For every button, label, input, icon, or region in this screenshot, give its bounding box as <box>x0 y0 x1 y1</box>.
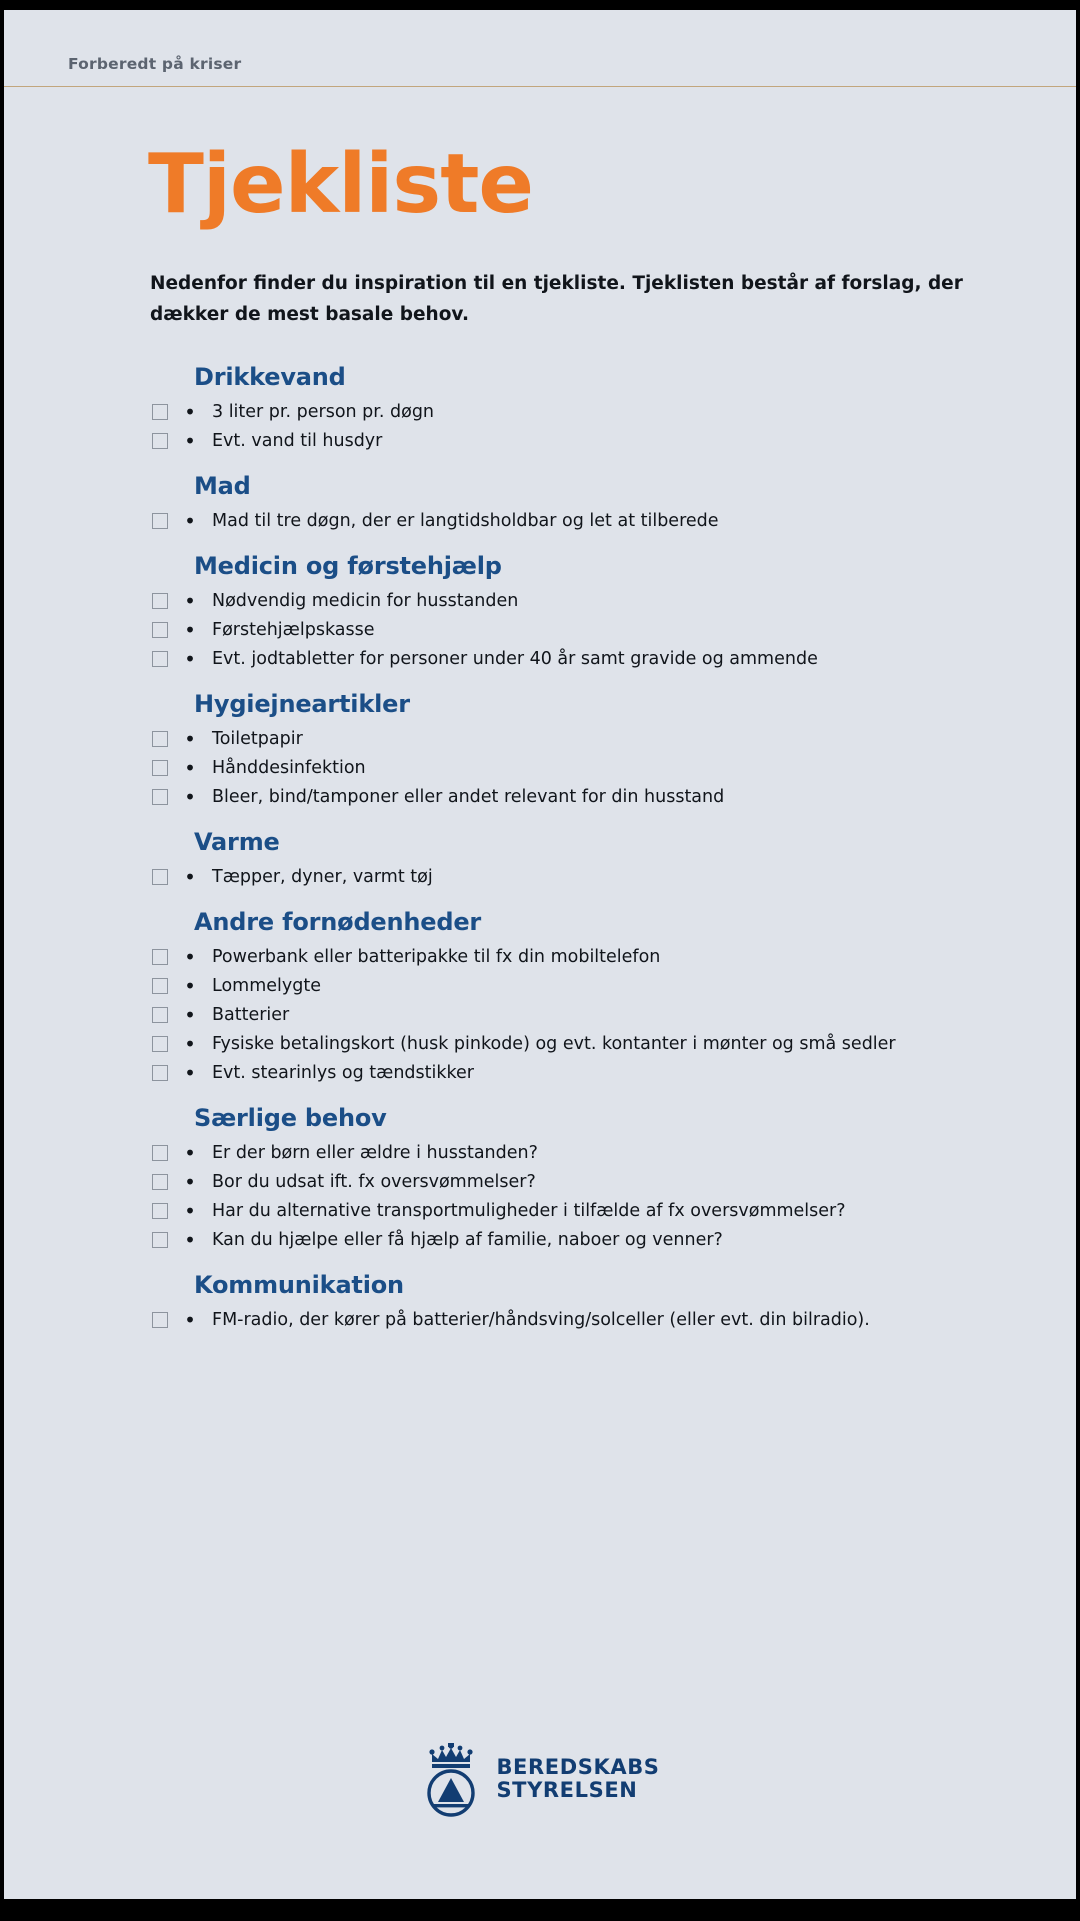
checklist-item[interactable] <box>150 506 1070 535</box>
checklist-item[interactable] <box>150 1196 1070 1225</box>
item-checkbox[interactable] <box>152 1312 168 1328</box>
intro-paragraph: Nedenfor finder du inspiration til en tjekliste. Tjeklisten består af forslag, der dækker de mest basale behov. <box>150 273 963 325</box>
checklist-item[interactable] <box>150 862 1070 891</box>
item-checkbox[interactable] <box>152 869 168 885</box>
item-label: FM-radio, der kører på batterier/håndsving/solceller (eller evt. din bilradio). <box>212 1309 870 1330</box>
document-header <box>4 10 1076 87</box>
checklist-item[interactable] <box>150 971 1070 1000</box>
checklist-section <box>150 549 1070 673</box>
section-heading: Hygiejneartikler <box>194 690 410 718</box>
item-checkbox[interactable] <box>152 789 168 805</box>
checklist-item[interactable] <box>150 1058 1070 1087</box>
item-label: Bleer, bind/tamponer eller andet relevant for din husstand <box>212 786 725 807</box>
bullet-icon: • <box>184 864 196 889</box>
item-label: 3 liter pr. person pr. døgn <box>212 401 435 422</box>
checklist-item[interactable] <box>150 644 1070 673</box>
item-checkbox[interactable] <box>152 1065 168 1081</box>
section-heading: Andre fornødenheder <box>194 908 482 936</box>
checklist-item[interactable] <box>150 1225 1070 1254</box>
item-checkbox[interactable] <box>152 760 168 776</box>
checklist-item[interactable] <box>150 782 1070 811</box>
bullet-icon: • <box>184 1002 196 1027</box>
bullet-icon: • <box>184 1140 196 1165</box>
item-label: Bor du udsat ift. fx oversvømmelser? <box>212 1171 536 1192</box>
beredskabsstyrelsen-crown-emblem <box>420 1740 482 1818</box>
item-label: Evt. vand til husdyr <box>212 430 383 451</box>
item-checkbox[interactable] <box>152 1232 168 1248</box>
logo-wordmark <box>496 1756 659 1802</box>
bullet-icon: • <box>184 726 196 751</box>
logo-line-1: BEREDSKABS <box>496 1755 660 1779</box>
checklist-item[interactable] <box>150 724 1070 753</box>
page-title: Tjekliste <box>148 137 534 232</box>
item-label: Nødvendig medicin for husstanden <box>212 590 519 611</box>
item-checkbox[interactable] <box>152 622 168 638</box>
checklist-sections <box>150 360 1070 1346</box>
bullet-icon: • <box>184 1198 196 1223</box>
bullet-icon: • <box>184 1031 196 1056</box>
item-label: Hånddesinfektion <box>212 757 366 778</box>
section-heading: Varme <box>194 828 280 856</box>
item-checkbox[interactable] <box>152 404 168 420</box>
item-label: Fysiske betalingskort (husk pinkode) og evt. kontanter i mønter og små sedler <box>212 1033 896 1054</box>
checklist-item[interactable] <box>150 1029 1070 1058</box>
bullet-icon: • <box>184 399 196 424</box>
bullet-icon: • <box>184 1169 196 1194</box>
item-label: Toiletpapir <box>212 728 303 749</box>
screen-bottom-bar <box>0 1899 1080 1921</box>
item-checkbox[interactable] <box>152 949 168 965</box>
bullet-icon: • <box>184 428 196 453</box>
page-right-edge <box>1076 10 1080 1899</box>
item-label: Powerbank eller batteripakke til fx din mobiltelefon <box>212 946 661 967</box>
checklist-section <box>150 825 1070 891</box>
section-heading: Mad <box>194 472 251 500</box>
bullet-icon: • <box>184 944 196 969</box>
header-label: Forberedt på kriser <box>68 55 242 73</box>
bullet-icon: • <box>184 588 196 613</box>
checklist-section <box>150 1101 1070 1254</box>
item-label: Mad til tre døgn, der er langtidsholdbar og let at tilberede <box>212 510 719 531</box>
bullet-icon: • <box>184 755 196 780</box>
item-label: Evt. stearinlys og tændstikker <box>212 1062 474 1083</box>
page-left-edge <box>0 10 4 1899</box>
checklist-item[interactable] <box>150 1000 1070 1029</box>
item-checkbox[interactable] <box>152 731 168 747</box>
item-label: Har du alternative transportmuligheder i tilfælde af fx oversvømmelser? <box>212 1200 846 1221</box>
checklist-item[interactable] <box>150 942 1070 971</box>
checklist-item[interactable] <box>150 426 1070 455</box>
item-checkbox[interactable] <box>152 1145 168 1161</box>
bullet-icon: • <box>184 784 196 809</box>
checklist-section <box>150 1268 1070 1334</box>
checklist-item[interactable] <box>150 1305 1070 1334</box>
checklist-item[interactable] <box>150 615 1070 644</box>
item-checkbox[interactable] <box>152 651 168 667</box>
bullet-icon: • <box>184 1307 196 1332</box>
bullet-icon: • <box>184 973 196 998</box>
checklist-section <box>150 905 1070 1087</box>
item-checkbox[interactable] <box>152 1203 168 1219</box>
checklist-item[interactable] <box>150 397 1070 426</box>
item-label: Er der børn eller ældre i husstanden? <box>212 1142 538 1163</box>
item-checkbox[interactable] <box>152 1007 168 1023</box>
item-label: Evt. jodtabletter for personer under 40 år samt gravide og ammende <box>212 648 818 669</box>
footer-logo <box>0 1740 1080 1818</box>
item-label: Tæpper, dyner, varmt tøj <box>212 866 433 887</box>
bullet-icon: • <box>184 646 196 671</box>
item-checkbox[interactable] <box>152 593 168 609</box>
bullet-icon: • <box>184 508 196 533</box>
checklist-section <box>150 687 1070 811</box>
screen-top-bar <box>0 0 1080 10</box>
item-checkbox[interactable] <box>152 1174 168 1190</box>
checklist-section <box>150 469 1070 535</box>
checklist-section <box>150 360 1070 455</box>
section-heading: Drikkevand <box>194 363 346 391</box>
checklist-item[interactable] <box>150 1167 1070 1196</box>
section-heading: Kommunikation <box>194 1271 404 1299</box>
item-checkbox[interactable] <box>152 1036 168 1052</box>
logo-line-2: STYRELSEN <box>496 1778 638 1802</box>
checklist-item[interactable] <box>150 1138 1070 1167</box>
item-label: Lommelygte <box>212 975 321 996</box>
item-label: Førstehjælpskasse <box>212 619 375 640</box>
bullet-icon: • <box>184 1060 196 1085</box>
bullet-icon: • <box>184 617 196 642</box>
item-checkbox[interactable] <box>152 433 168 449</box>
bullet-icon: • <box>184 1227 196 1252</box>
section-heading: Særlige behov <box>194 1104 387 1132</box>
section-heading: Medicin og førstehjælp <box>194 552 502 580</box>
checklist-item[interactable] <box>150 586 1070 615</box>
item-checkbox[interactable] <box>152 513 168 529</box>
item-label: Kan du hjælpe eller få hjælp af familie, naboer og venner? <box>212 1229 723 1250</box>
item-checkbox[interactable] <box>152 978 168 994</box>
item-label: Batterier <box>212 1004 290 1025</box>
checklist-item[interactable] <box>150 753 1070 782</box>
